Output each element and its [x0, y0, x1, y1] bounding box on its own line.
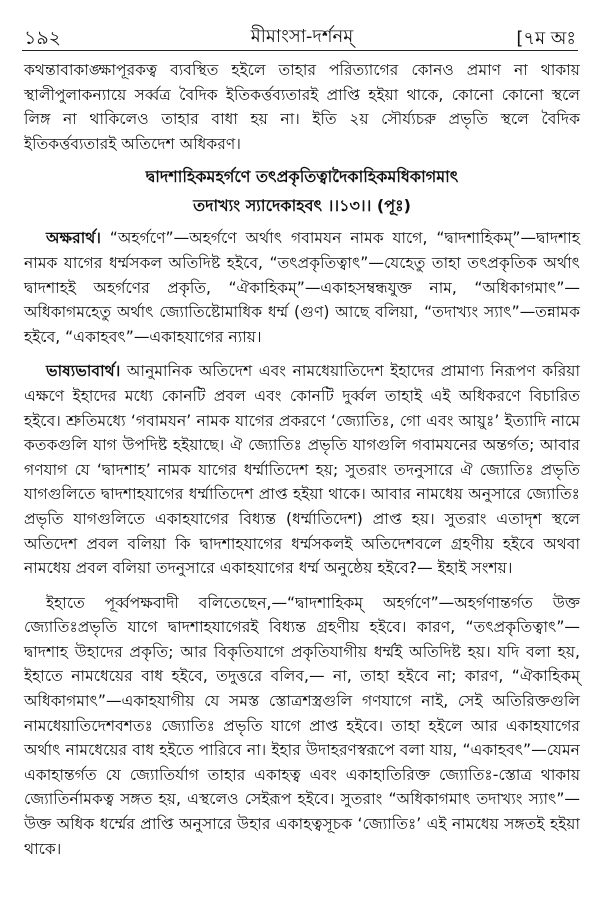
- sutra-line-1: দ্বাদশাহিকমহর্গণে তৎপ্রকৃতিত্বাদৈকাহিকমধিকাগমাৎ: [145, 167, 459, 187]
- bhashyabhavartha-paragraph: [24, 359, 580, 580]
- chapter-marker: [৭ম অঃ: [516, 28, 576, 49]
- bhashyabhavartha-text: আনুমানিক অতিদেশ এবং নামধেয়াতিদেশ ইহাদের প্রামাণ্য নিরূপণ করিয়া এক্ষণে ইহাদের মধ্যে কোনটি প্রবল এবং কোনটি দুর্ব্বল তাহাই এই অধিকরণে বিচারিত হইবে। শ্রুতিমধ্যে ‘গবামযন’ নামক যাগের প্রকরণে ‘জ্যোতিঃ, গো এবং আয়ুঃ’ ইত্যাদি নামে কতকগুলি যাগ উপদিষ্ট হইয়াছে। ঐ জ্যোতিঃ প্রভৃতি যাগগুলি গবামযনের অন্তর্গত; আবার গণযাগ যে ‘দ্বাদশাহ’ নামক যাগের ধর্ম্মাতিদেশ হয়; সুতরাং তদনুসারে ঐ জ্যোতিঃ প্রভৃতি যাগগুলিতে দ্বাদশাহযাগের ধর্ম্মাতিদেশ প্রাপ্ত হইয়া থাকে। আবার নামধেয় অনুসারে জ্যোতিঃ প্রভৃতি যাগগুলিতে একাহযাগের বিধ্যন্ত (ধর্ম্মাতিদেশ) প্রাপ্ত হয়। সুতরাং এতাদৃশ স্থলে অতিদেশ প্রবল বলিয়া কি দ্বাদশাহযাগের ধর্ম্মসকলই অতিদেশবলে গ্রহণীয় হইবে অথবা নামধেয় প্রবল বলিয়া তদনুসারে একাহযাগের ধর্ম্ম অনুষ্ঠেয় হইবে?— ইহাই সংশয়।: [24, 362, 580, 578]
- aksharartha-paragraph: [24, 226, 580, 349]
- page-number: ১৯২: [24, 27, 62, 49]
- header-rule: [22, 50, 578, 51]
- sutra-line-2: তদাখ্যং স্যাদেকাহবৎ ।।১৩।। (পূঃ): [193, 196, 411, 216]
- page-header: [24, 12, 580, 52]
- aksharartha-label: অক্ষরার্থ।: [46, 229, 101, 248]
- intro-paragraph: কথন্তাবাকাঙ্ক্ষাপূরকত্ব ব্যবস্থিত হইলে তাহার পরিত্যাগের কোনও প্রমাণ না থাকায় স্থালীপুলাকন্যায়ে সর্ব্বত্র বৈদিক ইতিকর্ত্তব্যতারই প্রাপ্তি হইয়া থাকে, কোনো কোনো স্থলে লিঙ্গ না থাকিলেও তাহার বাধা হয় না। ইতি ২য় সৌর্য্যচরু প্রভৃতি স্থলে বৈদিক ইতিকর্ত্তব্যতারই অতিদেশ অধিকরণ।: [24, 61, 580, 153]
- aksharartha-text: “অহর্গণে”—অহর্গণে অর্থাৎ গবামযন নামক যাগে, “দ্বাদশাহিকম্”—দ্বাদশাহ নামক যাগের ধর্ম্মসকল অতিদিষ্ট হইবে, “তৎপ্রকৃতিত্বাৎ”—যেহেতু তাহা তৎপ্রকৃতিক অর্থাৎ দ্বাদশাহই অহর্গণের প্রকৃতি, “ঐকাহিকম্”—একাহসম্বন্ধযুক্ত নাম, “অধিকাগমাৎ”—অধিকাগমহেতু অর্থাৎ জ্যোতিষ্টোমাধিক ধর্ম্ম (গুণ) আছে বলিয়া, “তদাখ্যং স্যাৎ”—তন্নামক হইবে, “একাহবৎ”—একাহযাগের ন্যায়।: [24, 229, 580, 346]
- purvapaksha-paragraph: ইহাতে পূর্ব্বপক্ষবাদী বলিতেছেন,—“দ্বাদশাহিকম্ অহর্গণে”—অহর্গণান্তর্গত উক্ত জ্যোতিঃপ্রভৃতি যাগে দ্বাদশাহযাগেরই বিধ্যন্ত গ্রহণীয় হইবে। কারণ, “তৎপ্রকৃতিত্বাৎ”—দ্বাদশাহ উহাদের প্রকৃতি; আর বিকৃতিযাগে প্রকৃতিযাগীয় ধর্ম্মই অতিদিষ্ট হয়। যদি বলা হয়, ইহাতে নামধেয়ের বাধ হইবে, তদুত্তরে বলিব,— না, তাহা হইবে না; কারণ, “ঐকাহিকম্ অধিকাগমাৎ”—একাহযাগীয় যে সমস্ত স্তোত্রশস্ত্রগুলি গণযাগে নাই, সেই অতিরিক্তগুলি নামধেয়াতিদেশবশতঃ জ্যোতিঃ প্রভৃতি যাগে প্রাপ্ত হইবে। তাহা হইলে আর একাহযাগের অর্থাৎ নামধেয়ের বাধ হইতে পারিবে না। ইহার উদাহরণস্বরূপে বলা যায়, “একাহবৎ”—যেমন একাহান্তর্গত যে জ্যোতির্যাগ তাহার একাহত্ব এবং একাহাতিরিক্ত জ্যোতিঃ-স্তোত্র থাকায় জ্যোতির্নামকত্ব সঙ্গত হয়, এস্থলেও সেইরূপ হইবে। সুতরাং “অধিকাগমাৎ তদাখ্যং স্যাৎ”—উক্ত অধিক ধর্ম্মের প্রাপ্তি অনুসারে উহার একাহত্বসূচক ‘জ্যোতিঃ’ এই নামধেয় সঙ্গতই হইয়া থাকে।: [24, 593, 580, 858]
- bhashyabhavartha-label: ভাষ্যভাবার্থ।: [46, 362, 121, 381]
- running-title: মীমাংসা-দর্শনম্: [250, 26, 354, 47]
- page-body: [24, 58, 580, 861]
